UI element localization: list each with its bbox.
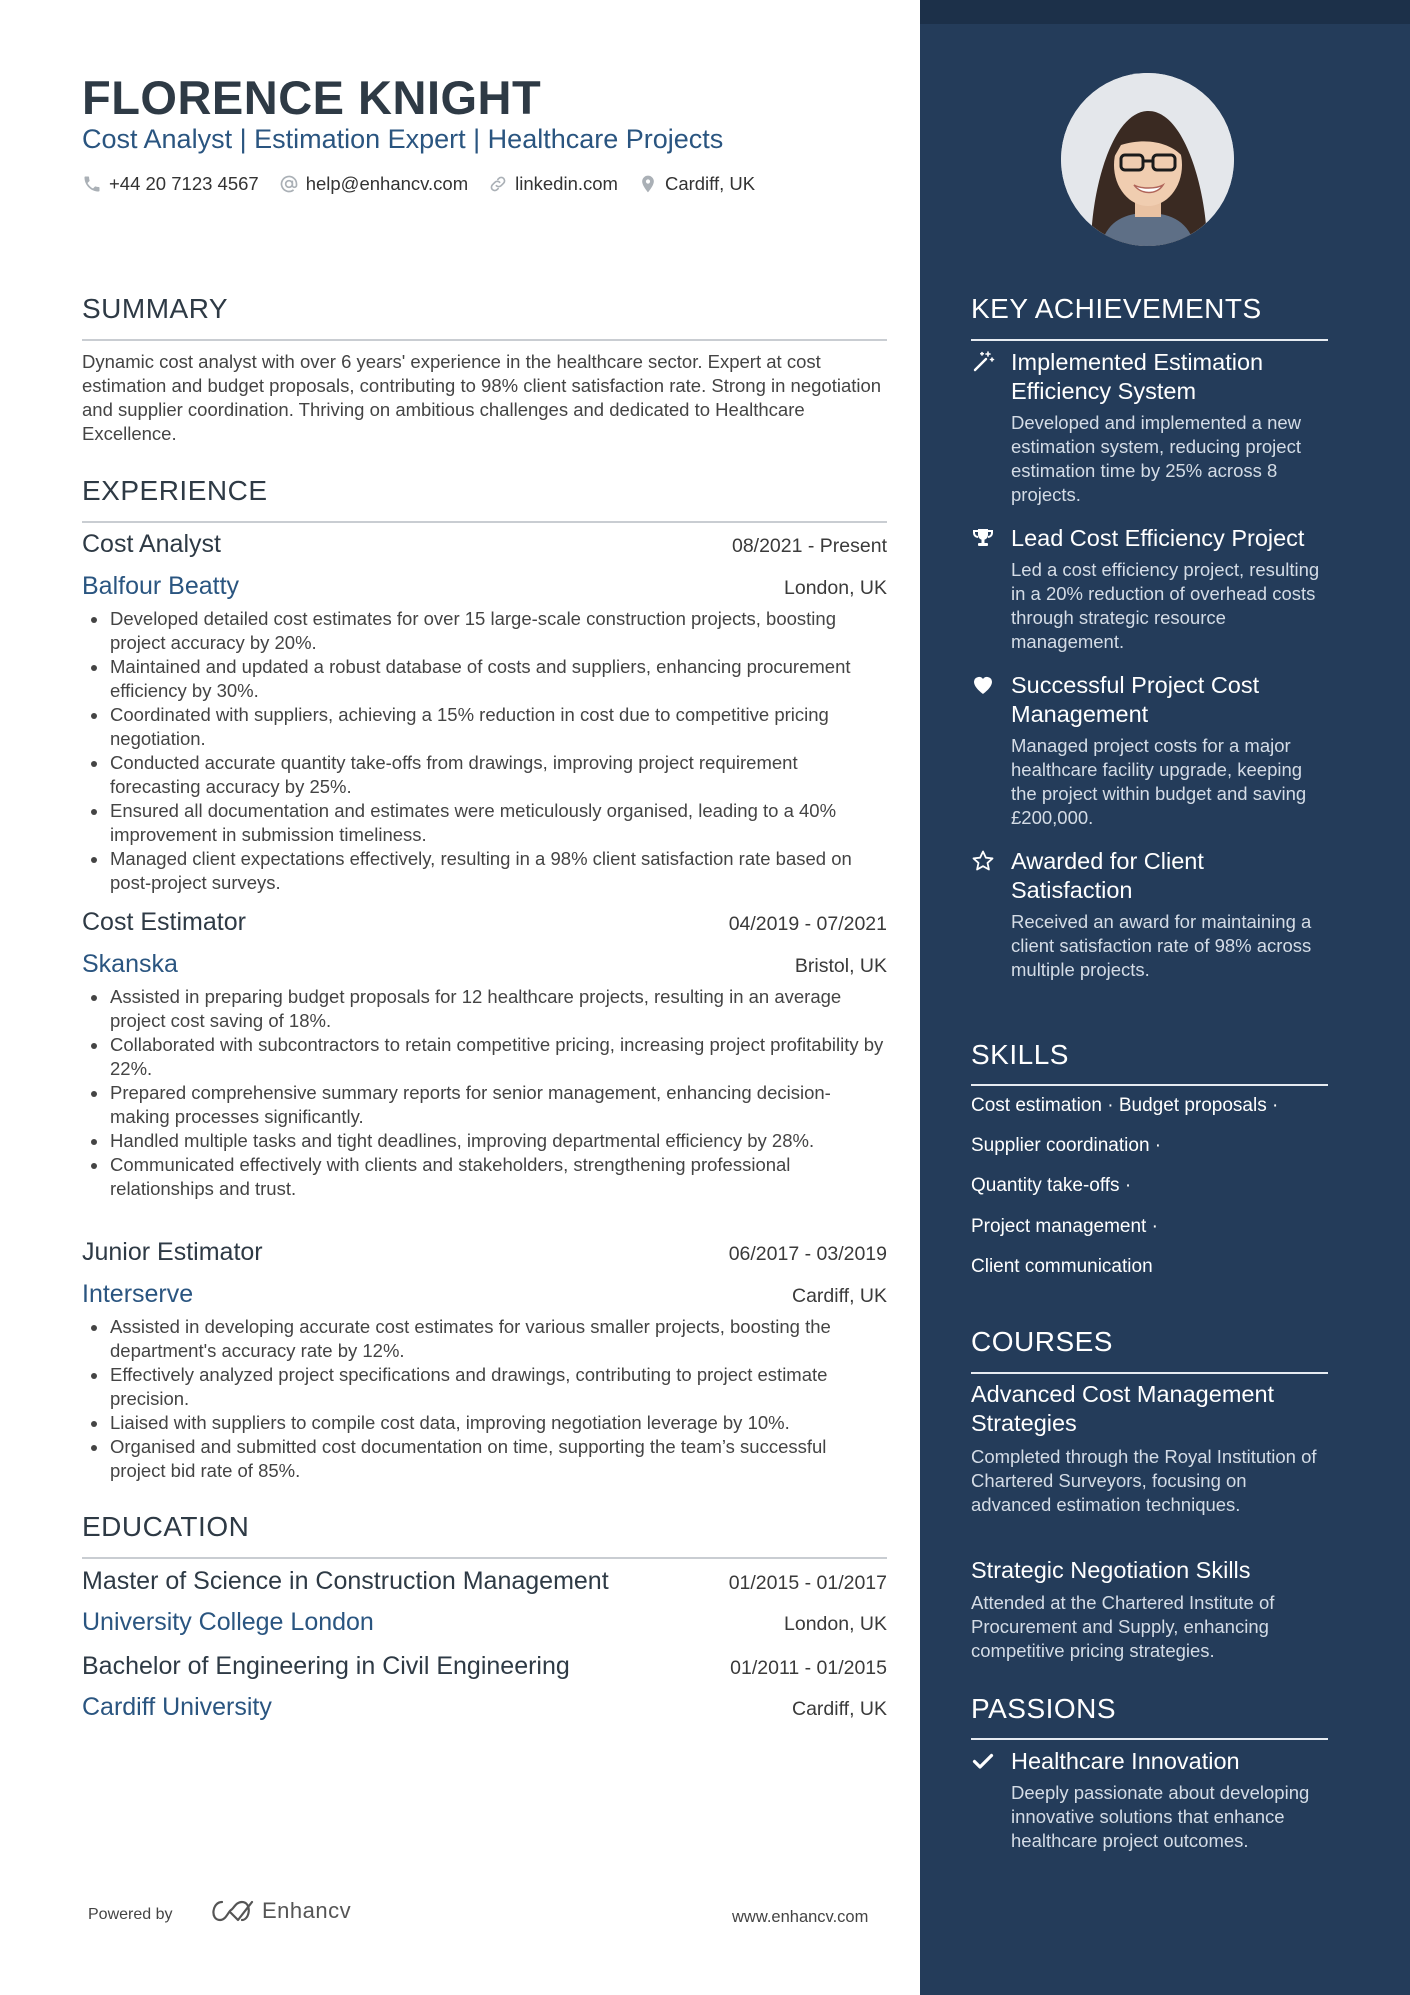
job-company: Skanska <box>82 950 178 978</box>
bullet-item: Managed client expectations effectively, resulting in a 98% client satisfaction rate based on post-project surveys. <box>82 847 887 895</box>
job-company: Interserve <box>82 1280 194 1308</box>
education-school-row <box>82 1608 887 1637</box>
achievement-item <box>971 524 1328 654</box>
enhancv-logo-icon <box>208 1898 254 1924</box>
job-dates: 08/2021 - Present <box>731 535 887 557</box>
enhancv-brand: Enhancv <box>262 1898 352 1923</box>
degree-title: Master of Science in Construction Management <box>82 1567 609 1595</box>
achievement-desc: Led a cost efficiency project, resulting in a 20% reduction of overhead costs through strategic resource management. <box>1011 559 1320 652</box>
heart-icon <box>971 673 995 697</box>
skill-line: Project management · <box>971 1216 1158 1237</box>
achievement-title: Successful Project Cost Management <box>1011 672 1260 727</box>
job-location: London, UK <box>784 577 887 599</box>
summary-divider <box>82 339 887 341</box>
achievement-title: Implemented Estimation Efficiency System <box>1011 349 1264 404</box>
achievement-title: Awarded for Client Satisfaction <box>1011 848 1204 903</box>
summary-text: Dynamic cost analyst with over 6 years' experience in the healthcare sector. Expert at cost estimation and budget proposals, contributing to 98% client satisfaction rate. Strong in negotiation and supplier coordination. Thriving on ambitious challenges and dedicated to Healthcare Excellence. <box>82 351 882 444</box>
at-sign-icon <box>279 174 299 194</box>
summary-title: SUMMARY <box>82 293 229 324</box>
achievements-divider <box>971 339 1328 341</box>
education-header <box>82 1567 887 1596</box>
education-title: EDUCATION <box>82 1511 250 1542</box>
course-title: Strategic Negotiation Skills <box>971 1557 1251 1583</box>
school-location: Cardiff, UK <box>791 1698 887 1720</box>
linkedin-text: linkedin.com <box>515 173 618 194</box>
contact-location <box>638 173 755 195</box>
skills-title: SKILLS <box>971 1039 1069 1070</box>
email-text: help@enhancv.com <box>305 173 469 194</box>
checkmark-icon <box>971 1749 995 1773</box>
skill-line: Client communication <box>971 1256 1153 1277</box>
school-location: London, UK <box>784 1613 887 1635</box>
job-company: Balfour Beatty <box>82 572 240 600</box>
job-header <box>82 530 887 559</box>
location-text: Cardiff, UK <box>664 173 756 194</box>
job-title: Cost Analyst <box>82 530 221 558</box>
education-header <box>82 1652 887 1681</box>
job-company-row <box>82 950 887 979</box>
bullet-item: Assisted in developing accurate cost estimates for various smaller projects, boosting the department's accuracy rate by 12%. <box>82 1315 887 1363</box>
contact-email[interactable] <box>279 173 468 195</box>
job-company-row <box>82 572 887 601</box>
job-header <box>82 908 887 937</box>
education-school-row <box>82 1693 887 1722</box>
achievements-title: KEY ACHIEVEMENTS <box>971 293 1262 324</box>
bullet-item: Developed detailed cost estimates for over 15 large-scale construction projects, boosting project accuracy by 20%. <box>82 607 887 655</box>
job-bullets <box>82 607 887 895</box>
courses-divider <box>971 1372 1328 1374</box>
passions-divider <box>971 1738 1328 1740</box>
skill-line: Quantity take-offs · <box>971 1175 1132 1196</box>
school-name: University College London <box>82 1608 374 1636</box>
bullet-item: Organised and submitted cost documentation on time, supporting the team’s successful project bid rate of 85%. <box>82 1435 887 1483</box>
course-title: Advanced Cost Management Strategies <box>971 1381 1275 1436</box>
achievement-item <box>971 348 1328 507</box>
bullet-item: Liaised with suppliers to compile cost data, improving negotiation leverage by 10%. <box>82 1411 887 1435</box>
achievement-item <box>971 847 1328 982</box>
bullet-item: Communicated effectively with clients and stakeholders, strengthening professional relationships and trust. <box>82 1153 887 1201</box>
courses-title: COURSES <box>971 1326 1113 1357</box>
achievement-desc: Received an award for maintaining a client satisfaction rate of 98% across multiple projects. <box>1011 911 1312 980</box>
job-location: Cardiff, UK <box>791 1285 887 1307</box>
passions-title: PASSIONS <box>971 1693 1117 1724</box>
job-bullets <box>82 1315 887 1483</box>
job-bullets <box>82 985 887 1201</box>
job-title: Cost Estimator <box>82 908 246 936</box>
bullet-item: Effectively analyzed project specifications and drawings, contributing to project estimate precision. <box>82 1363 887 1411</box>
course-desc: Attended at the Chartered Institute of Procurement and Supply, enhancing competitive pricing strategies. <box>971 1592 1275 1661</box>
skill-line: Cost estimation · Budget proposals · <box>971 1095 1279 1116</box>
bullet-item: Maintained and updated a robust database of costs and suppliers, enhancing procurement efficiency by 30%. <box>82 655 887 703</box>
bullet-item: Collaborated with subcontractors to retain competitive pricing, increasing project profitability by 22%. <box>82 1033 887 1081</box>
job-header <box>82 1238 887 1267</box>
achievement-desc: Managed project costs for a major healthcare facility upgrade, keeping the project within budget and saving £200,000. <box>1011 735 1307 828</box>
experience-divider <box>82 521 887 523</box>
school-name: Cardiff University <box>82 1693 272 1721</box>
phone-text: +44 20 7123 4567 <box>109 173 259 194</box>
location-pin-icon <box>638 174 658 194</box>
enhancv-logo[interactable] <box>208 1898 351 1924</box>
contact-bar <box>82 173 775 195</box>
achievement-item <box>971 671 1328 830</box>
degree-title: Bachelor of Engineering in Civil Engineering <box>82 1652 570 1680</box>
avatar <box>1061 73 1234 246</box>
candidate-name: FLORENCE KNIGHT <box>82 71 542 124</box>
achievement-desc: Developed and implemented a new estimation system, reducing project estimation time by 25% across 8 projects. <box>1011 412 1302 505</box>
job-title: Junior Estimator <box>82 1238 263 1266</box>
achievement-title: Lead Cost Efficiency Project <box>1011 525 1305 551</box>
passion-desc: Deeply passionate about developing innovative solutions that enhance healthcare project outcomes. <box>1011 1782 1310 1851</box>
powered-by-label: Powered by <box>88 1906 173 1923</box>
sidebar-top-band <box>920 0 1410 24</box>
job-dates: 04/2019 - 07/2021 <box>728 913 887 935</box>
bullet-item: Assisted in preparing budget proposals for 12 healthcare projects, resulting in an average project cost saving of 18%. <box>82 985 887 1033</box>
bullet-item: Handled multiple tasks and tight deadlines, improving departmental efficiency by 28%. <box>82 1129 887 1153</box>
experience-title: EXPERIENCE <box>82 475 268 506</box>
passion-item <box>971 1747 1328 1853</box>
education-divider <box>82 1557 887 1559</box>
passion-title: Healthcare Innovation <box>1011 1748 1240 1774</box>
job-dates: 06/2017 - 03/2019 <box>728 1243 887 1265</box>
job-company-row <box>82 1280 887 1309</box>
phone-icon <box>82 174 102 194</box>
headline: Cost Analyst | Estimation Expert | Healthcare Projects <box>82 124 724 154</box>
skill-line: Supplier coordination · <box>971 1135 1162 1156</box>
website-link[interactable]: www.enhancv.com <box>732 1908 869 1926</box>
education-dates: 01/2015 - 01/2017 <box>728 1572 887 1594</box>
job-location: Bristol, UK <box>794 955 887 977</box>
bullet-item: Coordinated with suppliers, achieving a 15% reduction in cost due to competitive pricing negotiation. <box>82 703 887 751</box>
bullet-item: Ensured all documentation and estimates were meticulously organised, leading to a 40% improvement in submission timeliness. <box>82 799 887 847</box>
link-icon <box>488 174 508 194</box>
course-desc: Completed through the Royal Institution of Chartered Surveyors, focusing on advanced estimation techniques. <box>971 1446 1317 1515</box>
magic-wand-icon <box>971 350 995 374</box>
contact-phone[interactable] <box>82 173 259 195</box>
education-dates: 01/2011 - 01/2015 <box>730 1657 887 1679</box>
bullet-item: Prepared comprehensive summary reports for senior management, enhancing decision-making processes significantly. <box>82 1081 887 1129</box>
star-icon <box>971 849 995 873</box>
profile-photo <box>1061 73 1234 246</box>
bullet-item: Conducted accurate quantity take-offs from drawings, improving project requirement forecasting accuracy by 25%. <box>82 751 887 799</box>
skills-divider <box>971 1084 1328 1086</box>
trophy-icon <box>971 526 995 550</box>
contact-linkedin[interactable] <box>488 173 618 195</box>
